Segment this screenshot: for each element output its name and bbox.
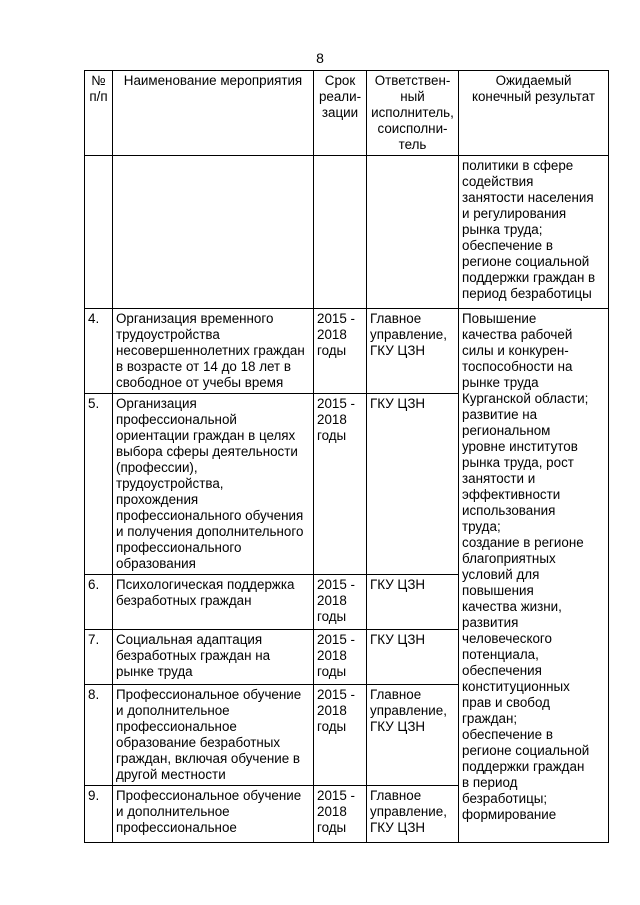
row-num: 9. (85, 786, 113, 843)
row-num: 4. (85, 309, 113, 394)
merged-result-cell: Повышение качества рабочей силы и конкурен- тоспособности на рынке труда Курганской области; развитие на региональном уровне институтов рынка труда, рост занятости и эффективности использования труда; создание в регионе благоприятных условий для повышения качества жизни, развития человеческого потенциала, обеспечения конституционных прав и свобод граждан; обеспечение в регионе социальной поддержки граждан в период безработицы; формирование (459, 309, 609, 843)
table-header-row (85, 71, 609, 156)
empty-cell (314, 156, 367, 309)
row-responsible: ГКУ ЦЗН (367, 575, 459, 630)
row-num: 5. (85, 394, 113, 575)
row-name: Организация временного трудоустройства несовершеннолетних граждан в возрасте от 14 до 18 лет в свободное от учебы время (113, 309, 314, 394)
row-num: 8. (85, 685, 113, 786)
row-term: 2015 - 2018 годы (314, 394, 367, 575)
row-responsible: ГКУ ЦЗН (367, 630, 459, 685)
header-term: Срок реали- зации (314, 71, 367, 156)
table-row (85, 309, 609, 394)
header-name: Наименование мероприятия (113, 71, 314, 156)
row-name: Организация профессиональной ориентации граждан в целях выбора сферы деятельности (профессии), трудоустройства, прохождения профессионального обучения и получения дополнительного профессионального образования (113, 394, 314, 575)
row-term: 2015 - 2018 годы (314, 786, 367, 843)
empty-cell (113, 156, 314, 309)
activities-table (84, 70, 609, 843)
row-responsible: Главное управление, ГКУ ЦЗН (367, 309, 459, 394)
row-term: 2015 - 2018 годы (314, 630, 367, 685)
empty-cell (367, 156, 459, 309)
header-responsible: Ответствен- ный исполнитель, соисполни- тель (367, 71, 459, 156)
page-number: 8 (316, 50, 324, 66)
row-num: 6. (85, 575, 113, 630)
table-row-continued (85, 156, 609, 309)
row-responsible: Главное управление, ГКУ ЦЗН (367, 786, 459, 843)
header-num: № п/п (85, 71, 113, 156)
row-name: Профессиональное обучение и дополнительное профессиональное (113, 786, 314, 843)
empty-cell (85, 156, 113, 309)
row-name: Профессиональное обучение и дополнительное профессиональное образование безработных граждан, включая обучение в другой местности (113, 685, 314, 786)
row-name: Психологическая поддержка безработных граждан (113, 575, 314, 630)
row-name: Социальная адаптация безработных граждан на рынке труда (113, 630, 314, 685)
row-term: 2015 - 2018 годы (314, 575, 367, 630)
row-responsible: Главное управление, ГКУ ЦЗН (367, 685, 459, 786)
row-term: 2015 - 2018 годы (314, 685, 367, 786)
row-num: 7. (85, 630, 113, 685)
header-result: Ожидаемый конечный результат (459, 71, 609, 156)
row-responsible: ГКУ ЦЗН (367, 394, 459, 575)
row-term: 2015 - 2018 годы (314, 309, 367, 394)
continued-result-cell: политики в сфере содействия занятости населения и регулирования рынка труда; обеспечение в регионе социальной поддержки граждан в период безработицы (459, 156, 609, 309)
